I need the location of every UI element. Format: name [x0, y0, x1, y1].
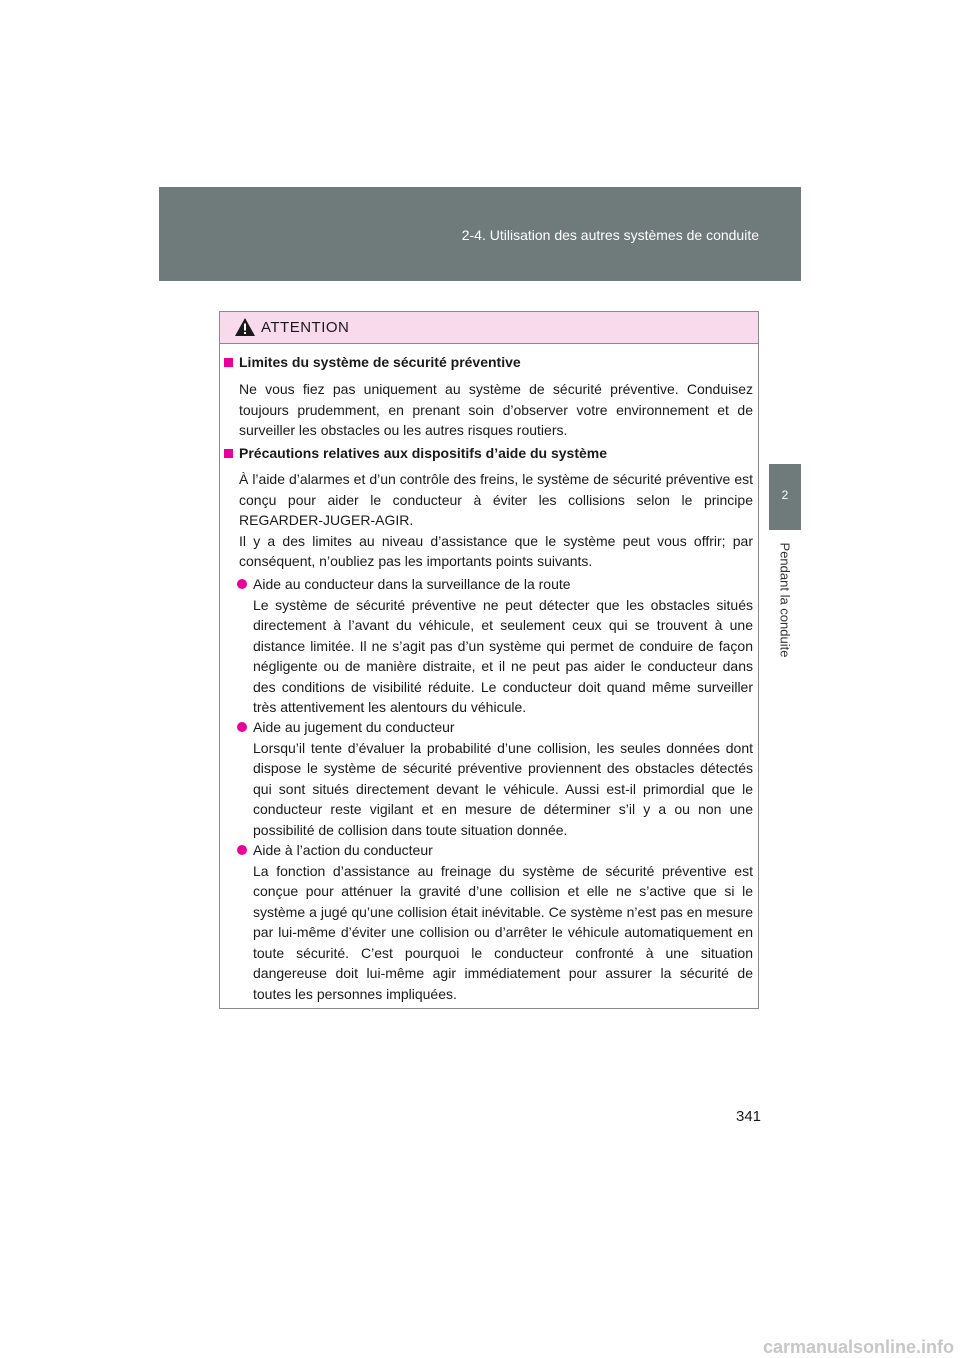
circle-bullet-icon	[237, 722, 247, 732]
bullet-title: Aide au conducteur dans la surveillance de la route	[253, 576, 571, 592]
page-number: 341	[736, 1108, 762, 1125]
section-heading-text: Limites du système de sécurité préventive	[239, 354, 521, 370]
attention-box	[219, 311, 759, 1009]
section-heading-text: Précautions relatives aux dispositifs d’aide du système	[239, 445, 608, 461]
bullet-title: Aide au jugement du conducteur	[253, 719, 455, 735]
bullet-text: Lorsqu’il tente d’évaluer la probabilité d’une collision, les seules données dont dispose le système de sécurité préventive proviennent des obstacles détectés qui sont situés directement devant le véhicule. Aussi est-il primordial que le conducteur reste vigilant et en mesure de déterminer s’il y a ou non une possibilité de collision dans toute situation donnée.	[253, 739, 753, 838]
precautions-paragraph-1: À l’aide d’alarmes et d’un contrôle des freins, le système de sécurité préventive est conçu pour aider le conducteur à éviter les collisions selon le principe REGARDER-JUGER-AGIR.	[239, 471, 753, 528]
bullet-text: La fonction d’assistance au freinage du système de sécurité préventive est conçue pour atténuer la gravité d’une collision et elle ne s’active que si le système a jugé qu’une collision était inévitable. Ce système n’est pas en mesure par lui-même d’éviter une collision ou d’arrêter le véhicule automatiquement en toute sécurité. C’est pourquoi le conducteur confronté à une situation dangereuse doit lui-même agir immédiatement pour assurer la sécurité de toutes les personnes impliquées.	[253, 862, 753, 1002]
chapter-number: 2	[781, 488, 789, 502]
precautions-paragraph-2: Il y a des limites au niveau d’assistance que le système peut vous offrir; par conséquent, n’oubliez pas les importants points suivants.	[239, 532, 753, 569]
section-heading-limits	[224, 354, 521, 370]
attention-title: ATTENTION	[261, 319, 350, 336]
section-title: 2-4. Utilisation des autres systèmes de conduite	[461, 227, 759, 243]
circle-bullet-icon	[237, 579, 247, 589]
bullet-text: Le système de sécurité préventive ne peut détecter que les obstacles situés directement à l’avant du véhicule, et seulement ceux qui se trouvent à une distance limitée. Il ne s’agit pas d’un système qui permet de conduire de façon négligente ou de manière distraite, et il ne peut pas aider le conducteur dans des conditions de visibilité réduite. Le conducteur doit quand même surveiller très attentivement les alentours du véhicule.	[253, 596, 753, 715]
limits-paragraph: Ne vous fiez pas uniquement au système de sécurité préventive. Conduisez toujours prudemment, en prenant soin d’observer votre environnement et de surveiller les obstacles ou les autres risques routiers.	[239, 381, 753, 438]
square-bullet-icon	[224, 358, 233, 367]
square-bullet-icon	[224, 449, 233, 458]
warning-icon	[234, 317, 256, 337]
circle-bullet-icon	[237, 845, 247, 855]
watermark-link[interactable]: carmanualsonline.info	[730, 1336, 960, 1358]
chapter-label: Pendant la conduite	[777, 542, 793, 658]
bullet-title: Aide à l’action du conducteur	[253, 842, 433, 858]
attention-header	[220, 312, 758, 344]
header-band	[159, 187, 801, 281]
section-heading-precautions	[224, 445, 607, 461]
chapter-tab	[769, 464, 801, 530]
